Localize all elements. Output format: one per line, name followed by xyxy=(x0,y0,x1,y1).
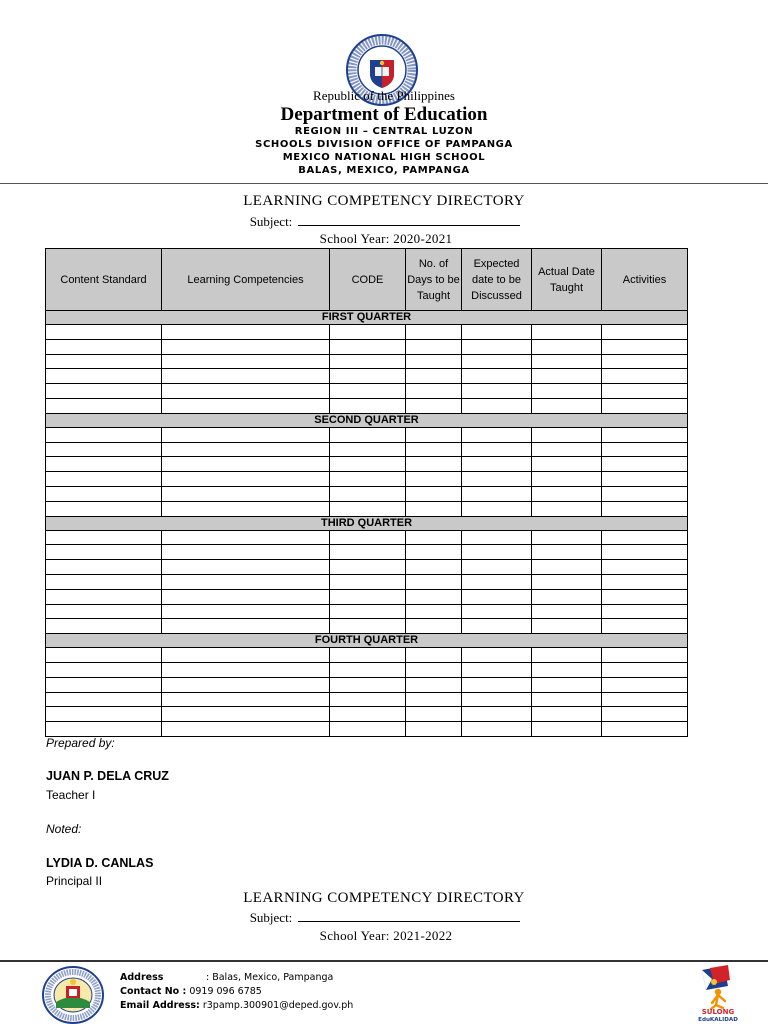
table-cell[interactable] xyxy=(46,530,162,545)
table-cell[interactable] xyxy=(406,692,462,707)
table-cell[interactable] xyxy=(406,325,462,340)
table-cell[interactable] xyxy=(406,560,462,575)
table-cell[interactable] xyxy=(330,662,406,677)
table-cell[interactable] xyxy=(532,501,602,516)
table-cell[interactable] xyxy=(46,545,162,560)
table-row xyxy=(46,427,688,442)
table-cell[interactable] xyxy=(602,589,688,604)
table-cell[interactable] xyxy=(532,560,602,575)
table-cell[interactable] xyxy=(462,501,532,516)
table-cell[interactable] xyxy=(532,325,602,340)
table-cell[interactable] xyxy=(162,560,330,575)
table-cell[interactable] xyxy=(462,604,532,619)
table-cell[interactable] xyxy=(330,457,406,472)
table-cell[interactable] xyxy=(532,545,602,560)
table-cell[interactable] xyxy=(406,398,462,413)
competency-table xyxy=(45,248,688,737)
subject-row-2 xyxy=(0,910,768,926)
table-row xyxy=(46,560,688,575)
table-cell[interactable] xyxy=(162,427,330,442)
table-cell[interactable] xyxy=(162,545,330,560)
table-cell[interactable] xyxy=(46,325,162,340)
table-cell[interactable] xyxy=(162,707,330,722)
sulong-edukalidad-logo xyxy=(688,962,748,1022)
table-cell[interactable] xyxy=(532,427,602,442)
table-cell[interactable] xyxy=(330,677,406,692)
table-cell[interactable] xyxy=(462,339,532,354)
table-cell[interactable] xyxy=(532,707,602,722)
table-cell[interactable] xyxy=(532,398,602,413)
col-learning-competencies: Learning Competencies xyxy=(162,249,330,311)
table-cell[interactable] xyxy=(406,619,462,634)
table-row xyxy=(46,619,688,634)
contact-label: Contact No : xyxy=(120,986,187,997)
table-cell[interactable] xyxy=(46,648,162,663)
table-cell[interactable] xyxy=(46,707,162,722)
sulong-text: SULONG xyxy=(701,1008,735,1016)
table-cell[interactable] xyxy=(462,486,532,501)
table-cell[interactable] xyxy=(46,574,162,589)
table-cell[interactable] xyxy=(162,604,330,619)
table-cell[interactable] xyxy=(330,619,406,634)
quarter-label: SECOND QUARTER xyxy=(46,413,688,427)
directory-title-2: LEARNING COMPETENCY DIRECTORY xyxy=(243,890,525,906)
footer-divider xyxy=(0,960,768,962)
table-cell[interactable] xyxy=(602,648,688,663)
table-cell[interactable] xyxy=(46,486,162,501)
table-cell[interactable] xyxy=(330,354,406,369)
table-cell[interactable] xyxy=(532,354,602,369)
table-cell[interactable] xyxy=(46,354,162,369)
table-cell[interactable] xyxy=(162,442,330,457)
table-cell[interactable] xyxy=(330,384,406,399)
table-cell[interactable] xyxy=(330,545,406,560)
table-row xyxy=(46,369,688,384)
school-seal-logo xyxy=(42,966,104,1024)
table-cell[interactable] xyxy=(602,545,688,560)
table-cell[interactable] xyxy=(532,384,602,399)
table-cell[interactable] xyxy=(406,589,462,604)
table-row xyxy=(46,442,688,457)
table-cell[interactable] xyxy=(162,662,330,677)
table-cell[interactable] xyxy=(406,339,462,354)
quarter-label: FOURTH QUARTER xyxy=(46,634,688,648)
table-cell[interactable] xyxy=(602,677,688,692)
table-cell[interactable] xyxy=(406,662,462,677)
table-cell[interactable] xyxy=(462,384,532,399)
table-cell[interactable] xyxy=(330,501,406,516)
table-cell[interactable] xyxy=(162,457,330,472)
school-name-line: MEXICO NATIONAL HIGH SCHOOL xyxy=(282,152,486,163)
table-cell[interactable] xyxy=(330,442,406,457)
table-cell[interactable] xyxy=(330,560,406,575)
table-cell[interactable] xyxy=(462,619,532,634)
table-cell[interactable] xyxy=(532,619,602,634)
col-code: CODE xyxy=(330,249,406,311)
table-cell[interactable] xyxy=(406,354,462,369)
table-cell[interactable] xyxy=(532,589,602,604)
table-cell[interactable] xyxy=(330,530,406,545)
table-cell[interactable] xyxy=(162,530,330,545)
table-cell[interactable] xyxy=(330,692,406,707)
table-cell[interactable] xyxy=(532,604,602,619)
table-row xyxy=(46,354,688,369)
table-cell[interactable] xyxy=(162,677,330,692)
quarter-label: THIRD QUARTER xyxy=(46,516,688,530)
subject-label: Subject: xyxy=(249,214,293,229)
table-cell[interactable] xyxy=(46,398,162,413)
table-cell[interactable] xyxy=(602,398,688,413)
table-row xyxy=(46,486,688,501)
table-cell[interactable] xyxy=(162,339,330,354)
table-cell[interactable] xyxy=(462,369,532,384)
table-row xyxy=(46,662,688,677)
table-row xyxy=(46,722,688,737)
table-cell[interactable] xyxy=(462,589,532,604)
table-cell[interactable] xyxy=(46,369,162,384)
table-cell[interactable] xyxy=(602,560,688,575)
table-cell[interactable] xyxy=(602,486,688,501)
table-cell[interactable] xyxy=(602,442,688,457)
table-cell[interactable] xyxy=(330,486,406,501)
quarter-header-row xyxy=(46,413,688,427)
table-row xyxy=(46,545,688,560)
table-cell[interactable] xyxy=(602,530,688,545)
table-body xyxy=(46,311,688,737)
table-cell[interactable] xyxy=(602,339,688,354)
col-days-taught: No. of Days to be Taught xyxy=(406,249,462,311)
email-label: Email Address: xyxy=(120,1000,200,1011)
table-cell[interactable] xyxy=(602,457,688,472)
table-row xyxy=(46,325,688,340)
table-cell[interactable] xyxy=(46,339,162,354)
col-actual-date: Actual Date Taught xyxy=(532,249,602,311)
table-header-row xyxy=(46,249,688,311)
subject-row xyxy=(0,214,768,230)
table-cell[interactable] xyxy=(532,648,602,663)
table-row xyxy=(46,398,688,413)
col-activities: Activities xyxy=(602,249,688,311)
table-cell[interactable] xyxy=(462,707,532,722)
table-cell[interactable] xyxy=(532,472,602,487)
table-cell[interactable] xyxy=(532,677,602,692)
table-row xyxy=(46,501,688,516)
contact-value: 0919 096 6785 xyxy=(189,986,262,997)
table-cell[interactable] xyxy=(162,384,330,399)
table-cell[interactable] xyxy=(532,369,602,384)
table-row xyxy=(46,384,688,399)
table-cell[interactable] xyxy=(602,692,688,707)
school-year-2: School Year: 2021-2022 xyxy=(319,928,453,943)
email-value: r3pamp.300901@deped.gov.ph xyxy=(202,1000,354,1011)
table-cell[interactable] xyxy=(330,589,406,604)
preparer-title: Teacher I xyxy=(46,788,96,802)
table-cell[interactable] xyxy=(162,501,330,516)
quarter-header-row xyxy=(46,311,688,325)
table-cell[interactable] xyxy=(602,501,688,516)
table-row xyxy=(46,574,688,589)
table-cell[interactable] xyxy=(602,619,688,634)
table-cell[interactable] xyxy=(406,472,462,487)
table-cell[interactable] xyxy=(330,472,406,487)
table-cell[interactable] xyxy=(532,662,602,677)
table-cell[interactable] xyxy=(406,707,462,722)
table-cell[interactable] xyxy=(162,472,330,487)
table-cell[interactable] xyxy=(602,604,688,619)
table-cell[interactable] xyxy=(162,589,330,604)
prepared-by-label: Prepared by: xyxy=(46,736,115,750)
table-cell[interactable] xyxy=(46,662,162,677)
table-cell[interactable] xyxy=(602,662,688,677)
preparer-name: JUAN P. DELA CRUZ xyxy=(46,769,169,783)
footer-email xyxy=(120,1000,353,1011)
table-cell[interactable] xyxy=(46,677,162,692)
header-divider xyxy=(0,183,768,184)
table-cell[interactable] xyxy=(462,560,532,575)
table-cell[interactable] xyxy=(532,574,602,589)
table-cell[interactable] xyxy=(602,325,688,340)
col-content-standard: Content Standard xyxy=(46,249,162,311)
edukalidad-text: EduKALIDAD xyxy=(698,1017,738,1022)
table-cell[interactable] xyxy=(602,384,688,399)
table-cell[interactable] xyxy=(330,722,406,737)
table-cell[interactable] xyxy=(162,369,330,384)
table-cell[interactable] xyxy=(462,677,532,692)
table-cell[interactable] xyxy=(46,501,162,516)
subject-label-2: Subject: xyxy=(249,910,293,925)
table-cell[interactable] xyxy=(462,354,532,369)
table-cell[interactable] xyxy=(462,692,532,707)
noter-name: LYDIA D. CANLAS xyxy=(46,856,154,870)
table-row xyxy=(46,677,688,692)
table-cell[interactable] xyxy=(406,677,462,692)
table-cell[interactable] xyxy=(532,486,602,501)
quarter-header-row xyxy=(46,634,688,648)
noted-by-label: Noted: xyxy=(46,822,82,836)
table-cell[interactable] xyxy=(46,560,162,575)
table-cell[interactable] xyxy=(462,545,532,560)
table-cell[interactable] xyxy=(330,707,406,722)
region-line: REGION III – CENTRAL LUZON xyxy=(294,126,474,137)
table-cell[interactable] xyxy=(602,472,688,487)
table-cell[interactable] xyxy=(462,427,532,442)
table-row xyxy=(46,707,688,722)
table-cell[interactable] xyxy=(162,325,330,340)
table-cell[interactable] xyxy=(46,427,162,442)
table-cell[interactable] xyxy=(462,648,532,663)
table-cell[interactable] xyxy=(602,574,688,589)
table-cell[interactable] xyxy=(602,722,688,737)
department-name: Department of Education xyxy=(280,104,488,125)
table-cell[interactable] xyxy=(406,369,462,384)
table-row xyxy=(46,472,688,487)
table-cell[interactable] xyxy=(462,442,532,457)
quarter-label: FIRST QUARTER xyxy=(46,311,688,325)
table-cell[interactable] xyxy=(406,530,462,545)
table-cell[interactable] xyxy=(532,530,602,545)
table-cell[interactable] xyxy=(330,369,406,384)
table-cell[interactable] xyxy=(46,442,162,457)
table-cell[interactable] xyxy=(330,427,406,442)
col-expected-date: Expected date to be Discussed xyxy=(462,249,532,311)
table-cell[interactable] xyxy=(330,574,406,589)
table-cell[interactable] xyxy=(162,354,330,369)
table-cell[interactable] xyxy=(330,339,406,354)
noter-title: Principal II xyxy=(46,874,103,888)
table-cell[interactable] xyxy=(406,384,462,399)
directory-title: LEARNING COMPETENCY DIRECTORY xyxy=(243,193,525,209)
footer-address xyxy=(120,972,333,983)
table-cell[interactable] xyxy=(406,486,462,501)
table-row xyxy=(46,604,688,619)
table-cell[interactable] xyxy=(46,472,162,487)
table-cell[interactable] xyxy=(162,486,330,501)
table-cell[interactable] xyxy=(532,457,602,472)
table-row xyxy=(46,589,688,604)
table-row xyxy=(46,530,688,545)
table-cell[interactable] xyxy=(462,530,532,545)
table-row xyxy=(46,457,688,472)
table-cell[interactable] xyxy=(406,457,462,472)
table-cell[interactable] xyxy=(330,398,406,413)
table-cell[interactable] xyxy=(330,648,406,663)
table-cell[interactable] xyxy=(406,648,462,663)
table-cell[interactable] xyxy=(406,574,462,589)
table-cell[interactable] xyxy=(462,722,532,737)
table-cell[interactable] xyxy=(462,574,532,589)
table-cell[interactable] xyxy=(46,604,162,619)
table-cell[interactable] xyxy=(462,457,532,472)
school-address-line: BALAS, MEXICO, PAMPANGA xyxy=(298,165,470,176)
table-cell[interactable] xyxy=(532,722,602,737)
table-row xyxy=(46,648,688,663)
table-cell[interactable] xyxy=(46,619,162,634)
table-cell[interactable] xyxy=(532,692,602,707)
address-label: Address xyxy=(120,972,164,983)
table-cell[interactable] xyxy=(162,398,330,413)
table-cell[interactable] xyxy=(602,354,688,369)
table-cell[interactable] xyxy=(462,398,532,413)
table-cell[interactable] xyxy=(46,457,162,472)
table-cell[interactable] xyxy=(406,427,462,442)
table-cell[interactable] xyxy=(602,427,688,442)
table-cell[interactable] xyxy=(46,722,162,737)
table-cell[interactable] xyxy=(602,707,688,722)
address-value: : Balas, Mexico, Pampanga xyxy=(206,972,334,983)
table-cell[interactable] xyxy=(162,619,330,634)
republic-line: Republic of the Philippines xyxy=(313,88,455,103)
table-cell[interactable] xyxy=(162,574,330,589)
table-cell[interactable] xyxy=(602,369,688,384)
footer-contact xyxy=(120,986,262,997)
table-cell[interactable] xyxy=(462,472,532,487)
table-cell[interactable] xyxy=(406,501,462,516)
table-row xyxy=(46,339,688,354)
table-cell[interactable] xyxy=(532,339,602,354)
school-year: School Year: 2020-2021 xyxy=(319,231,453,246)
table-cell[interactable] xyxy=(406,604,462,619)
table-cell[interactable] xyxy=(406,442,462,457)
table-cell[interactable] xyxy=(46,692,162,707)
table-cell[interactable] xyxy=(406,545,462,560)
table-cell[interactable] xyxy=(532,442,602,457)
table-cell[interactable] xyxy=(46,384,162,399)
table-cell[interactable] xyxy=(46,589,162,604)
table-row xyxy=(46,692,688,707)
subject-field-2[interactable] xyxy=(298,910,520,922)
table-cell[interactable] xyxy=(162,722,330,737)
table-cell[interactable] xyxy=(162,648,330,663)
table-cell[interactable] xyxy=(406,722,462,737)
division-line: SCHOOLS DIVISION OFFICE OF PAMPANGA xyxy=(255,139,513,150)
table-cell[interactable] xyxy=(462,325,532,340)
table-cell[interactable] xyxy=(462,662,532,677)
table-cell[interactable] xyxy=(162,692,330,707)
table-cell[interactable] xyxy=(330,325,406,340)
table-cell[interactable] xyxy=(330,604,406,619)
quarter-header-row xyxy=(46,516,688,530)
subject-field[interactable] xyxy=(298,214,520,226)
